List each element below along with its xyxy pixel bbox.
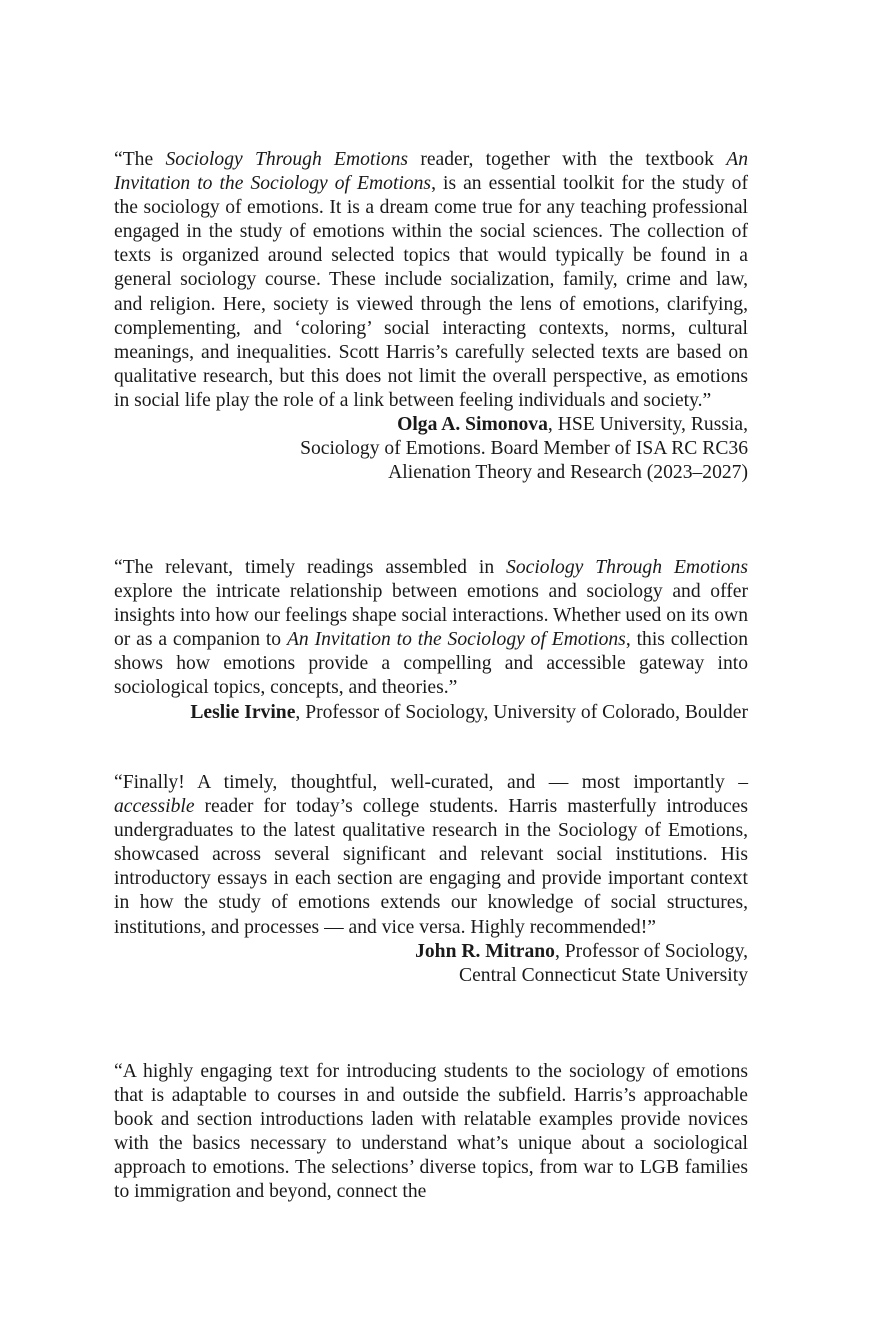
endorsement-attribution: [114, 940, 748, 964]
endorser-name: Olga A. Simonova: [397, 414, 548, 436]
quote-text: reader, together with the textbook: [408, 149, 727, 170]
endorsement-attribution: [114, 413, 748, 437]
endorser-name: Leslie Irvine: [190, 701, 296, 723]
book-title: An Invitation to the Sociology of Emotions: [286, 629, 626, 651]
quote-text: explore the intricate relationship between emotions and sociology and offer insights into how our feelings shape social interactions. Whether used on its own or as a companion to: [114, 581, 748, 651]
endorser-affiliation: Alienation Theory and Research (2023–2027): [388, 462, 748, 484]
endorsement-quote: [114, 771, 748, 940]
endorsement-1: [114, 148, 748, 485]
quote-text: “The: [114, 149, 166, 170]
quote-text: , is an essential toolkit for the study of the sociology of emotions. It is a dream come true for any teaching professional engaged in the study of emotions within the social sciences. The collection of texts is organized around selected topics that would typically be found in a general sociology course. These include socialization, family, crime and law, and religion. Here, society is viewed through the lens of emotions, clarifying, complementing, and ‘coloring’ social interacting contexts, norms, cultural meanings, and inequalities. Scott Harris’s carefully selected texts are based on qualitative research, but this does not limit the overall perspective, as emotions in social life play the role of a link between feeling individuals and society.”: [114, 173, 748, 411]
quote-text: , this collection shows how emotions provide a compelling and accessible gateway into sociological topics, concepts, and theories.”: [114, 629, 749, 699]
endorsement-quote: [114, 556, 748, 701]
endorsement-quote: [114, 148, 748, 413]
emphasis: accessible: [114, 796, 195, 818]
endorsement-quote: [114, 1060, 748, 1205]
endorsement-attribution: [114, 701, 748, 725]
book-title: An Invitation to the Sociology of Emotions: [114, 149, 748, 195]
quote-text: reader for today’s college students. Harris masterfully introduces undergraduates to the latest qualitative research in the Sociology of Emotions, showcased across several significant and relevant social institutions. His introductory essays in each section are engaging and provide important context in how the study of emotions extends our knowledge of social structures, institutions, and processes — and vice versa. Highly recommended!”: [114, 796, 748, 938]
endorser-name: John R. Mitrano: [415, 940, 555, 962]
endorser-affiliation: Sociology of Emotions. Board Member of ISA RC RC36: [300, 438, 748, 460]
quote-text: “The relevant, timely readings assembled in: [114, 557, 507, 578]
quote-text: “Finally! A timely, thoughtful, well-curated, and — most importantly –: [114, 772, 748, 793]
quote-text: “A highly engaging text for introducing students to the sociology of emotions that is adaptable to courses in and outside the subfield. Harris’s approachable book and section introductions laden with relatable examples provide novices with the basics necessary to understand what’s unique about a sociological approach to emotions. The selections’ diverse topics, from war to LGB families to immigration and beyond, connect the: [114, 1061, 748, 1203]
endorser-affiliation: Central Connecticut State University: [459, 964, 748, 986]
endorser-affiliation: , Professor of Sociology, University of Colorado, Boulder: [295, 701, 748, 723]
endorsement-2: [114, 556, 748, 725]
book-title: Sociology Through Emotions: [506, 557, 748, 578]
endorsement-3: [114, 771, 748, 988]
book-title: Sociology Through Emotions: [165, 149, 409, 170]
endorsement-4: [114, 1060, 748, 1205]
endorser-affiliation: , Professor of Sociology,: [554, 940, 748, 962]
endorser-affiliation: , HSE University, Russia,: [547, 414, 748, 436]
